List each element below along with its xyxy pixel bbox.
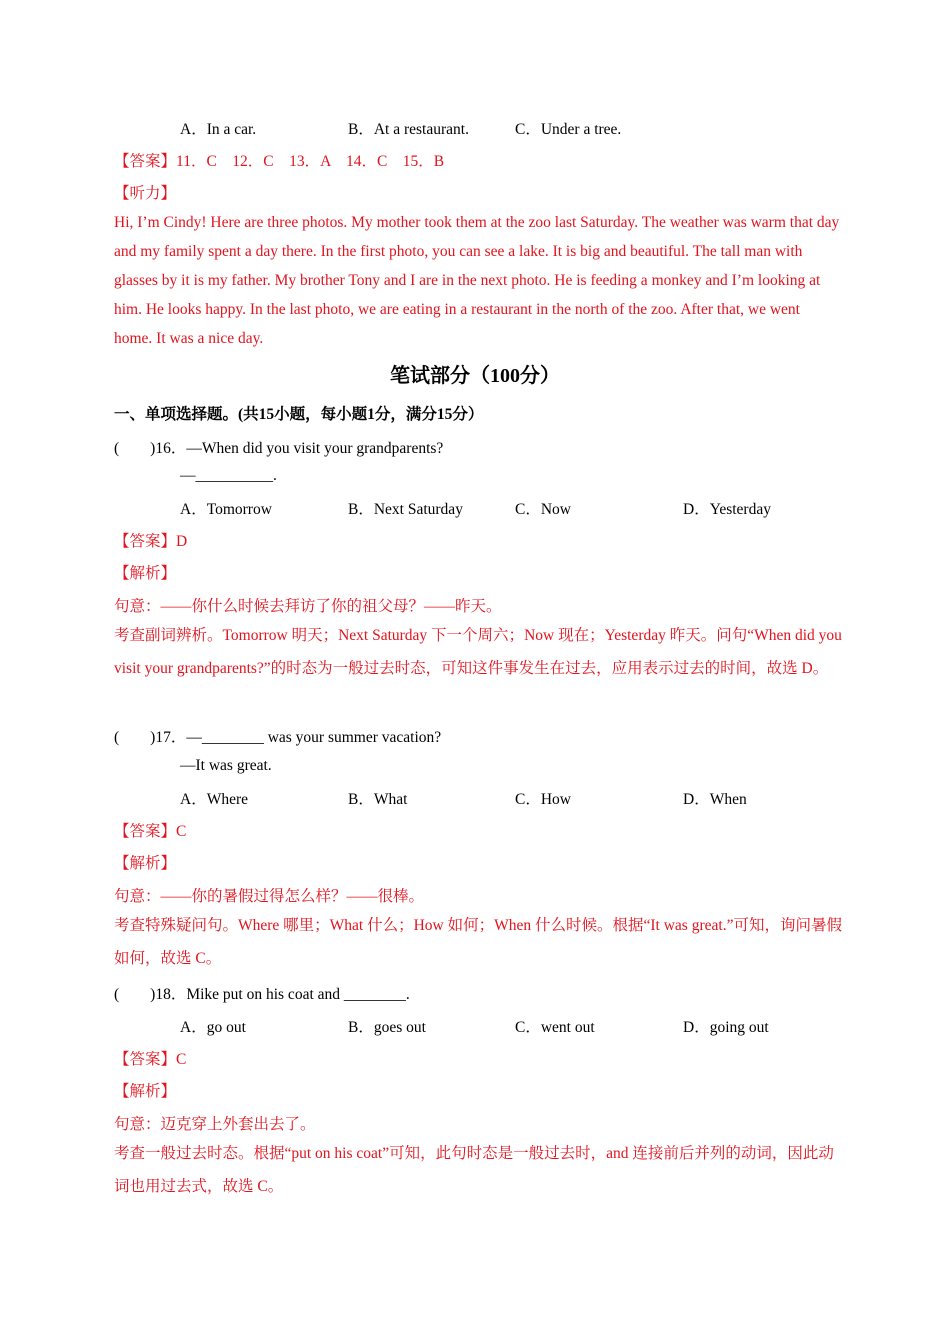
- part-heading: 一、单项选择题。(共15小题，每小题1分，满分15分）: [114, 406, 484, 423]
- answer-value: C: [176, 1051, 187, 1068]
- q17-explanation: 考查特殊疑问句。Where 哪里；What 什么；How 如何；When 什么时候。根据“It was great.”可知，询问暑假如何，故选 C。: [114, 917, 842, 967]
- q16-meaning: 句意：——你什么时候去拜访了你的祖父母？——昨天。: [114, 598, 502, 615]
- q17-option-d: D．When: [683, 791, 747, 808]
- listening-tag: 【听力】: [114, 185, 177, 202]
- q17-option-c: C．How: [515, 791, 571, 808]
- q18-analysis-tag: 【解析】: [114, 1083, 177, 1100]
- q18-answer: [114, 1047, 186, 1069]
- q17-answer: [114, 819, 186, 841]
- q15-options: [180, 117, 880, 139]
- q16-options: [180, 497, 880, 519]
- q15-option-a: A．In a car.: [180, 121, 257, 138]
- q15-option-b: B．At a restaurant.: [348, 121, 469, 138]
- q18-option-b: B．goes out: [348, 1019, 426, 1036]
- q16-option-d: D．Yesterday: [683, 501, 771, 518]
- q16-explanation: 考查副词辨析。Tomorrow 明天；Next Saturday 下一个周六；Now 现在；Yesterday 昨天。问句“When did you visit your grandparents?”的时态为一般过去时态，可知这件事发生在过去，应用表示过去的时间，故选 D。: [114, 627, 842, 677]
- answer-values: 11．C 12．C 13．A 14．C 15．B: [176, 153, 445, 170]
- q16-stem: ( )16．—When did you visit your grandparents?: [114, 440, 444, 457]
- q17-option-b: B．What: [348, 791, 408, 808]
- q18-stem: ( )18．Mike put on his coat and ________.: [114, 986, 410, 1003]
- q17-reply: —It was great.: [180, 757, 272, 774]
- q17-option-a: A．Where: [180, 791, 248, 808]
- answers-11-15: [114, 149, 444, 171]
- answer-tag: 【答案】: [114, 153, 177, 170]
- q17-options: [180, 787, 880, 809]
- answer-tag: 【答案】: [114, 823, 177, 840]
- listening-transcript: Hi, I’m Cindy! Here are three photos. My mother took them at the zoo last Saturday. The weather was warm that day and my family spent a day there. In the first photo, you can see a lake. It is big and beautiful. The tall man with glasses by it is my father. My brother Tony and I are in the next photo. He is feeding a monkey and I’m looking at him. He looks happy. In the last photo, we are eating in a restaurant in the north of the zoo. After that, we went home. It was a nice day.: [114, 214, 840, 347]
- section-title: 笔试部分（100分）: [390, 365, 560, 387]
- q18-option-d: D．going out: [683, 1019, 769, 1036]
- answer-tag: 【答案】: [114, 1051, 177, 1068]
- q18-option-c: C．went out: [515, 1019, 595, 1036]
- q16-option-b: B．Next Saturday: [348, 501, 463, 518]
- answer-value: C: [176, 823, 187, 840]
- q16-analysis-tag: 【解析】: [114, 565, 177, 582]
- q18-meaning: 句意：迈克穿上外套出去了。: [114, 1116, 316, 1133]
- answer-tag: 【答案】: [114, 533, 177, 550]
- q16-option-c: C．Now: [515, 501, 571, 518]
- q17-analysis-tag: 【解析】: [114, 855, 177, 872]
- q17-stem: ( )17．—________ was your summer vacation?: [114, 729, 442, 746]
- answer-value: D: [176, 533, 188, 550]
- q17-meaning: 句意：——你的暑假过得怎么样？——很棒。: [114, 888, 425, 905]
- q16-answer: [114, 529, 187, 551]
- q16-reply: —__________.: [180, 467, 277, 484]
- q16-option-a: A．Tomorrow: [180, 501, 272, 518]
- q18-option-a: A．go out: [180, 1019, 246, 1036]
- q18-explanation: 考查一般过去时态。根据“put on his coat”可知，此句时态是一般过去时，and 连接前后并列的动词，因此动词也用过去式，故选 C。: [114, 1145, 834, 1195]
- q18-options: [180, 1015, 880, 1037]
- q15-option-c: C．Under a tree.: [515, 121, 622, 138]
